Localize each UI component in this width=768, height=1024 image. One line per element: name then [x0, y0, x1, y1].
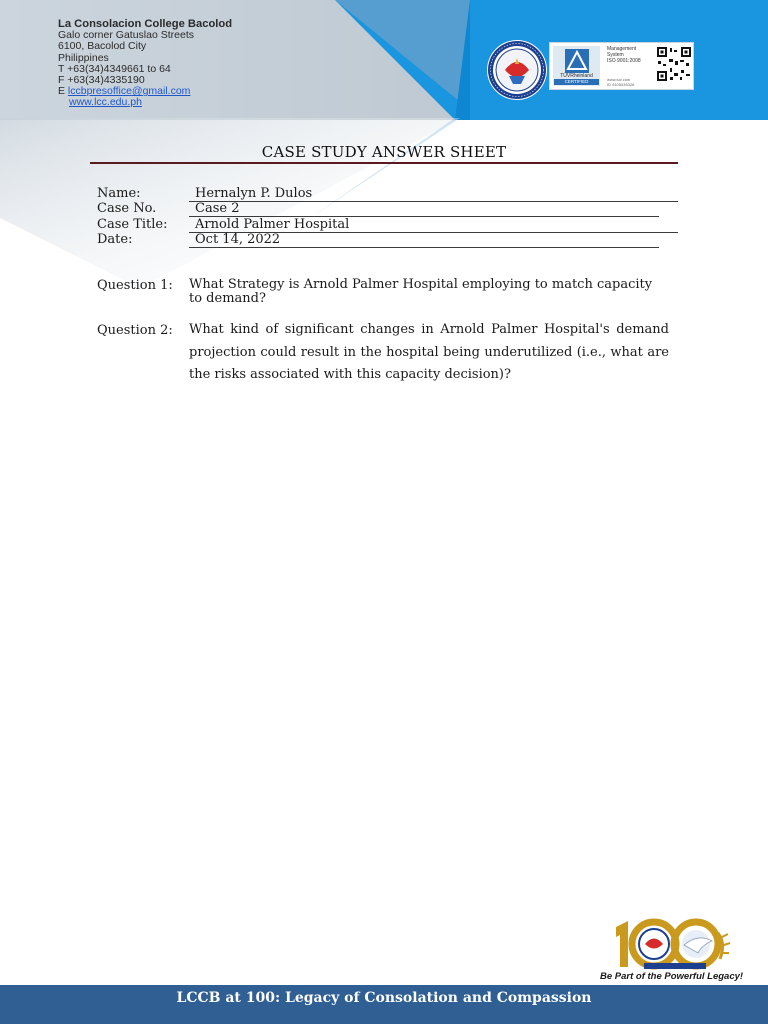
case-no-value: Case 2 [195, 201, 240, 216]
email-prefix: E [58, 85, 68, 98]
page-title: CASE STUDY ANSWER SHEET [261, 143, 507, 161]
cert-small-text [607, 77, 634, 87]
tuv-triangle-icon [565, 49, 589, 73]
question-2-text: What kind of significant changes in Arnold Palmer Hospital's demand projection could result in the hospital being underutilized (i.e., what are the risks associated with this capacity decision)? [189, 322, 669, 382]
centennial-100-logo [614, 915, 734, 973]
cert-small-2: ID 9105035326 [607, 82, 635, 87]
school-name: La Consolacion College Bacolod [58, 18, 233, 30]
footer-title: LCCB at 100: Legacy of Consolation and Compassion [176, 990, 592, 1006]
phone: T +63(34)4349661 to 64 [58, 62, 171, 75]
qr-code-icon [656, 46, 692, 82]
seal-icon [487, 40, 547, 100]
fax: F +63(34)4335190 [58, 74, 145, 87]
country: Philippines [58, 51, 109, 64]
college-seal-logo [487, 40, 547, 100]
question-1-text: What Strategy is Arnold Palmer Hospital employing to match capacity to demand? [189, 277, 653, 306]
date-value: Oct 14, 2022 [195, 232, 281, 247]
case-title-value: Arnold Palmer Hospital [195, 217, 350, 232]
cert-line-3: ISO 9001:2008 [607, 58, 641, 64]
address-line-2: 6100, Bacolod City [58, 40, 147, 53]
iso-certification-badge [549, 42, 694, 90]
name-underline [189, 201, 678, 202]
website-link[interactable]: www.lcc.edu.ph [69, 96, 142, 109]
tuv-name: TÜVRheinland [560, 73, 593, 79]
title-divider [90, 162, 678, 164]
email-link[interactable]: lccbpresoffice@gmail.com [67, 85, 191, 98]
name-label: Name: [97, 186, 141, 201]
cert-small-1: www.tuv.com [607, 77, 631, 82]
website-row [58, 97, 232, 108]
address-line-1: Galo corner Gatuslao Streets [58, 29, 194, 42]
school-info [58, 19, 232, 109]
case-no-label: Case No. [97, 201, 157, 216]
tuv-logo-box [553, 46, 600, 86]
cert-description [607, 46, 641, 64]
date-label: Date: [97, 232, 133, 247]
tuv-certified-label: CERTIFIED [554, 79, 599, 85]
cert-line-2: System [607, 52, 624, 58]
name-value: Hernalyn P. Dulos [195, 186, 313, 201]
question-1-label: Question 1: [97, 278, 173, 293]
case-title-label: Case Title: [97, 217, 168, 232]
date-underline [189, 247, 659, 248]
cert-line-1: Management [607, 46, 637, 52]
question-2-label: Question 2: [97, 323, 173, 338]
legacy-tagline: Be Part of the Powerful Legacy! [600, 971, 744, 982]
